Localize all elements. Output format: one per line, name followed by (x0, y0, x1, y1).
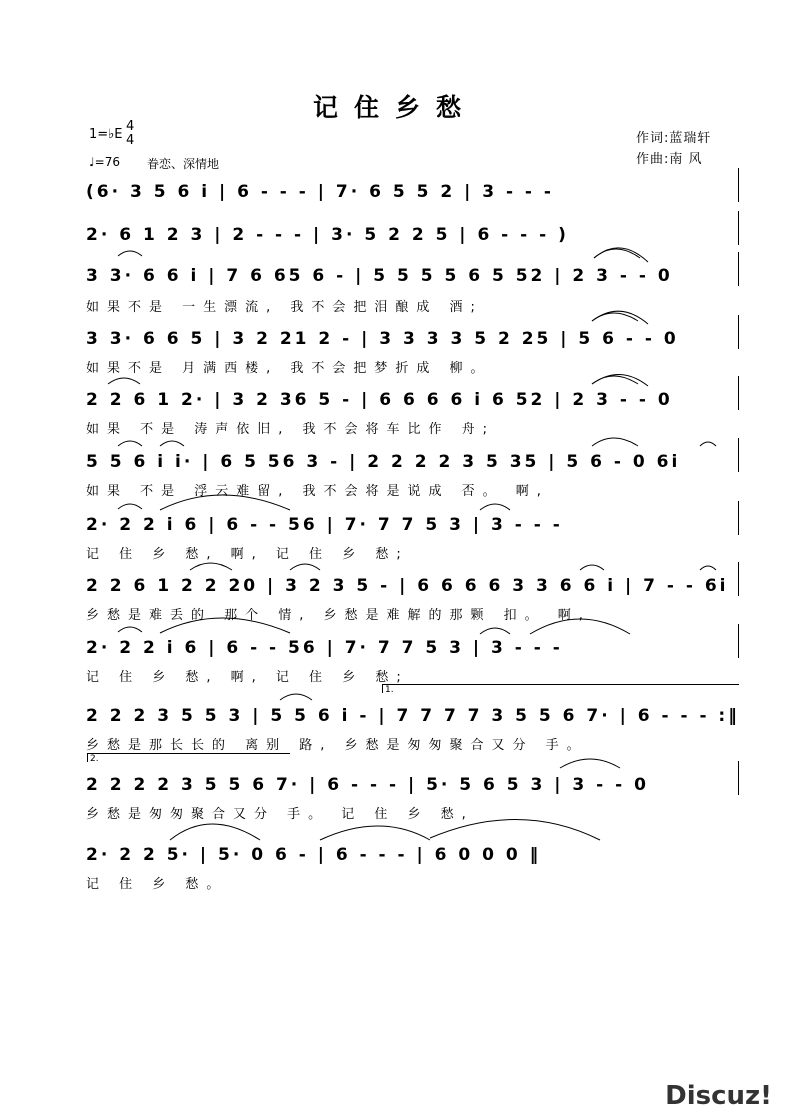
lyrics-line: 记 住 乡 愁。 (86, 877, 228, 892)
slur (580, 565, 604, 570)
first-ending-bracket: 1. (382, 684, 739, 693)
notes-line: 2 2 2 2 3 5 5 6 7· | 6 - - - | 5· 5 6 5 3 | 3 - - 0 (86, 775, 649, 795)
notes-line: 2 2 6 1 2· | 3 2 36 5 - | 6 6 6 6 i 6 52 | 2 3 - - 0 (86, 390, 673, 410)
lyrics-line: 记 住 乡 愁, 啊, 记 住 乡 愁; (86, 547, 409, 562)
slur (118, 627, 142, 632)
slur (170, 824, 260, 840)
lyrics-line: 如果 不是 浮云难留, 我不会将是说成 否。 啊, (86, 484, 549, 499)
watermark-logo: Discuz! (665, 1081, 772, 1111)
notes-line: 2· 2 2 5· | 5· 0 6 - | 6 - - - | 6 0 0 0 ‖ (86, 845, 542, 865)
lyrics-line: 如果不是 月满西楼, 我不会把梦折成 柳。 (86, 361, 492, 376)
slur (592, 438, 638, 446)
slur (160, 441, 184, 446)
notes-line: 3 3· 6 6 i | 7 6 65 6 - | 5 5 5 5 6 5 52 | 2 3 - - 0 (86, 266, 673, 286)
lyrics-line: 乡愁是匆匆聚合又分 手。 记 住 乡 愁, (86, 807, 474, 822)
slur (160, 495, 290, 510)
slur (118, 251, 142, 256)
slur (430, 819, 600, 840)
notes-line: (6· 3 5 6 i | 6 - - - | 7· 6 5 5 2 | 3 - - - (86, 182, 554, 202)
slur (700, 566, 716, 570)
notes-line: 2· 2 2 i 6 | 6 - - 56 | 7· 7 7 5 3 | 3 - - - (86, 515, 563, 535)
slur (320, 826, 430, 840)
time-top: 4 (126, 119, 135, 134)
song-title: 记住乡愁 (312, 93, 477, 122)
slur (480, 628, 510, 634)
slur (594, 248, 648, 262)
slur (160, 618, 290, 633)
notes-line: 2· 6 1 2 3 | 2 - - - | 3· 5 2 2 5 | 6 - - - ) (86, 225, 569, 245)
notes-line: 2 2 6 1 2 2 20 | 3 2 3 5 - | 6 6 6 6 3 3 6 6 i | 7 - - 6i (86, 576, 729, 596)
slur (280, 694, 312, 700)
expression-mark: 眷恋、深情地 (147, 157, 220, 171)
slur (480, 504, 510, 510)
lyrics-line: 记 住 乡 愁, 啊, 记 住 乡 愁; (86, 670, 409, 685)
lyrics-line: 如果 不是 涛声依旧, 我不会将车比作 舟; (86, 422, 496, 437)
slur (118, 441, 142, 446)
time-bottom: 4 (126, 133, 135, 148)
slur (700, 442, 716, 446)
composer-credit: 作曲:南 风 (636, 152, 703, 167)
lyrics-line: 乡愁是难丢的 那个 情, 乡愁是难解的那颗 扣。 啊, (86, 608, 591, 623)
slur (108, 378, 140, 384)
lyricist-credit: 作词:蓝瑞轩 (636, 131, 712, 146)
notes-line: 2 2 2 3 5 5 3 | 5 5 6 i - | 7 7 7 7 3 5 5 6 7· | 6 - - - :‖ (86, 706, 740, 726)
lyrics-line: 乡愁是那长长的 离别 路, 乡愁是匆匆聚合又分 手。 (86, 738, 588, 753)
notes-line: 5 5 6 i i· | 6 5 56 3 - | 2 2 2 2 3 5 35 | 5 6 - 0 6i (86, 452, 681, 472)
slur (530, 619, 630, 634)
lyrics-line: 如果不是 一生漂流, 我不会把泪酿成 酒; (86, 300, 483, 315)
slur (190, 563, 232, 570)
slur (118, 504, 142, 509)
tempo-mark: ♩=76 (89, 155, 120, 169)
notes-line: 3 3· 6 6 5 | 3 2 21 2 - | 3 3 3 3 5 2 25 | 5 6 - - 0 (86, 329, 679, 349)
second-ending-bracket: 2. (87, 753, 290, 762)
slur (560, 759, 620, 768)
notes-line: 2· 2 2 i 6 | 6 - - 56 | 7· 7 7 5 3 | 3 - - - (86, 638, 563, 658)
key-signature: 1=♭E (89, 127, 123, 142)
slur (290, 564, 320, 570)
